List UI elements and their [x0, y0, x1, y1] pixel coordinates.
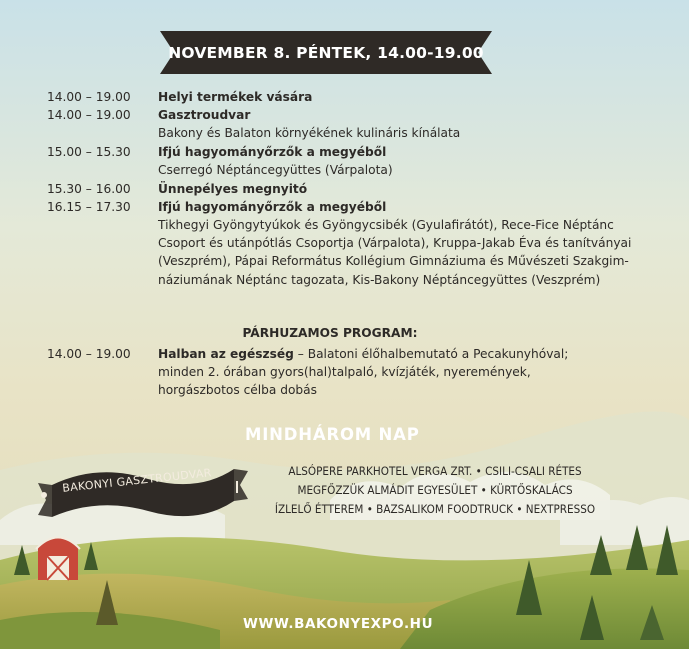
schedule-time: 16.15 – 17.30 — [47, 200, 131, 214]
parallel-line1-rest: – Balatoni élőhalbemutató a Pecakunyhóval; — [293, 347, 569, 361]
website-link[interactable]: WWW.BAKONYEXPO.HU — [243, 616, 434, 632]
schedule-desc: Cserregó Néptáncegyüttes (Várpalota) — [158, 163, 393, 177]
schedule-time: 14.00 – 19.00 — [47, 108, 131, 122]
schedule-desc: Csoport és utánpótlás Csoportja (Várpalota), Kruppa-Jakab Éva és tanítványai — [158, 236, 632, 250]
schedule-title: Helyi termékek vására — [158, 90, 313, 104]
all-three-days-heading: MINDHÁROM NAP — [245, 425, 420, 444]
schedule-desc: (Veszprém), Pápai Református Kollégium Gimnáziuma és Művészeti Szakgim- — [158, 254, 629, 268]
schedule-desc: Bakony és Balaton környékének kulináris kínálata — [158, 126, 461, 140]
sponsor-line: ÍZLELŐ ÉTTEREM • BAZSALIKOM FOODTRUCK • NEXTPRESSO — [274, 502, 596, 516]
schedule-desc: náziumának Néptánc tagozata, Kis-Bakony Néptáncegyüttes (Veszprém) — [158, 273, 601, 287]
schedule-time: 14.00 – 19.00 — [47, 90, 131, 104]
schedule-time: 15.30 – 16.00 — [47, 182, 131, 196]
spoon-icon — [41, 492, 47, 498]
parallel-line2: minden 2. órában gyors(hal)talpaló, kvízjáték, nyeremények, — [158, 365, 531, 379]
ribbon-label: BAKONYI GASZTROUDVAR — [61, 466, 213, 495]
parallel-title: Halban az egészség — [158, 347, 294, 361]
sponsor-line: MEGFŐZZÜK ALMÁDIT EGYESÜLET • KÜRTŐSKALÁCS — [297, 483, 573, 497]
schedule-title: Gasztroudvar — [158, 108, 251, 122]
fork-icon — [236, 481, 238, 493]
schedule-title: Ünnepélyes megnyitó — [158, 182, 308, 196]
sponsor-list — [262, 462, 608, 519]
schedule-title: Ifjú hagyományőrzők a megyéből — [158, 200, 387, 214]
parallel-line1 — [158, 345, 568, 363]
schedule-title: Ifjú hagyományőrzők a megyéből — [158, 145, 387, 159]
header-title: NOVEMBER 8. PÉNTEK, 14.00-19.00 — [168, 43, 484, 62]
parallel-time: 14.00 – 19.00 — [47, 347, 131, 361]
parallel-line3: horgászbotos célba dobás — [158, 383, 317, 397]
schedule-desc: Tikhegyi Gyöngytyúkok és Gyöngycsibék (Gyulafirátót), Rece-Fice Néptánc — [158, 218, 614, 232]
barn-icon — [36, 538, 80, 581]
parallel-heading: PÁRHUZAMOS PROGRAM: — [242, 326, 418, 340]
sponsor-line: ALSÓPERE PARKHOTEL VERGA ZRT. • CSILI-CSALI RÉTES — [288, 464, 582, 478]
schedule-time: 15.00 – 15.30 — [47, 145, 131, 159]
